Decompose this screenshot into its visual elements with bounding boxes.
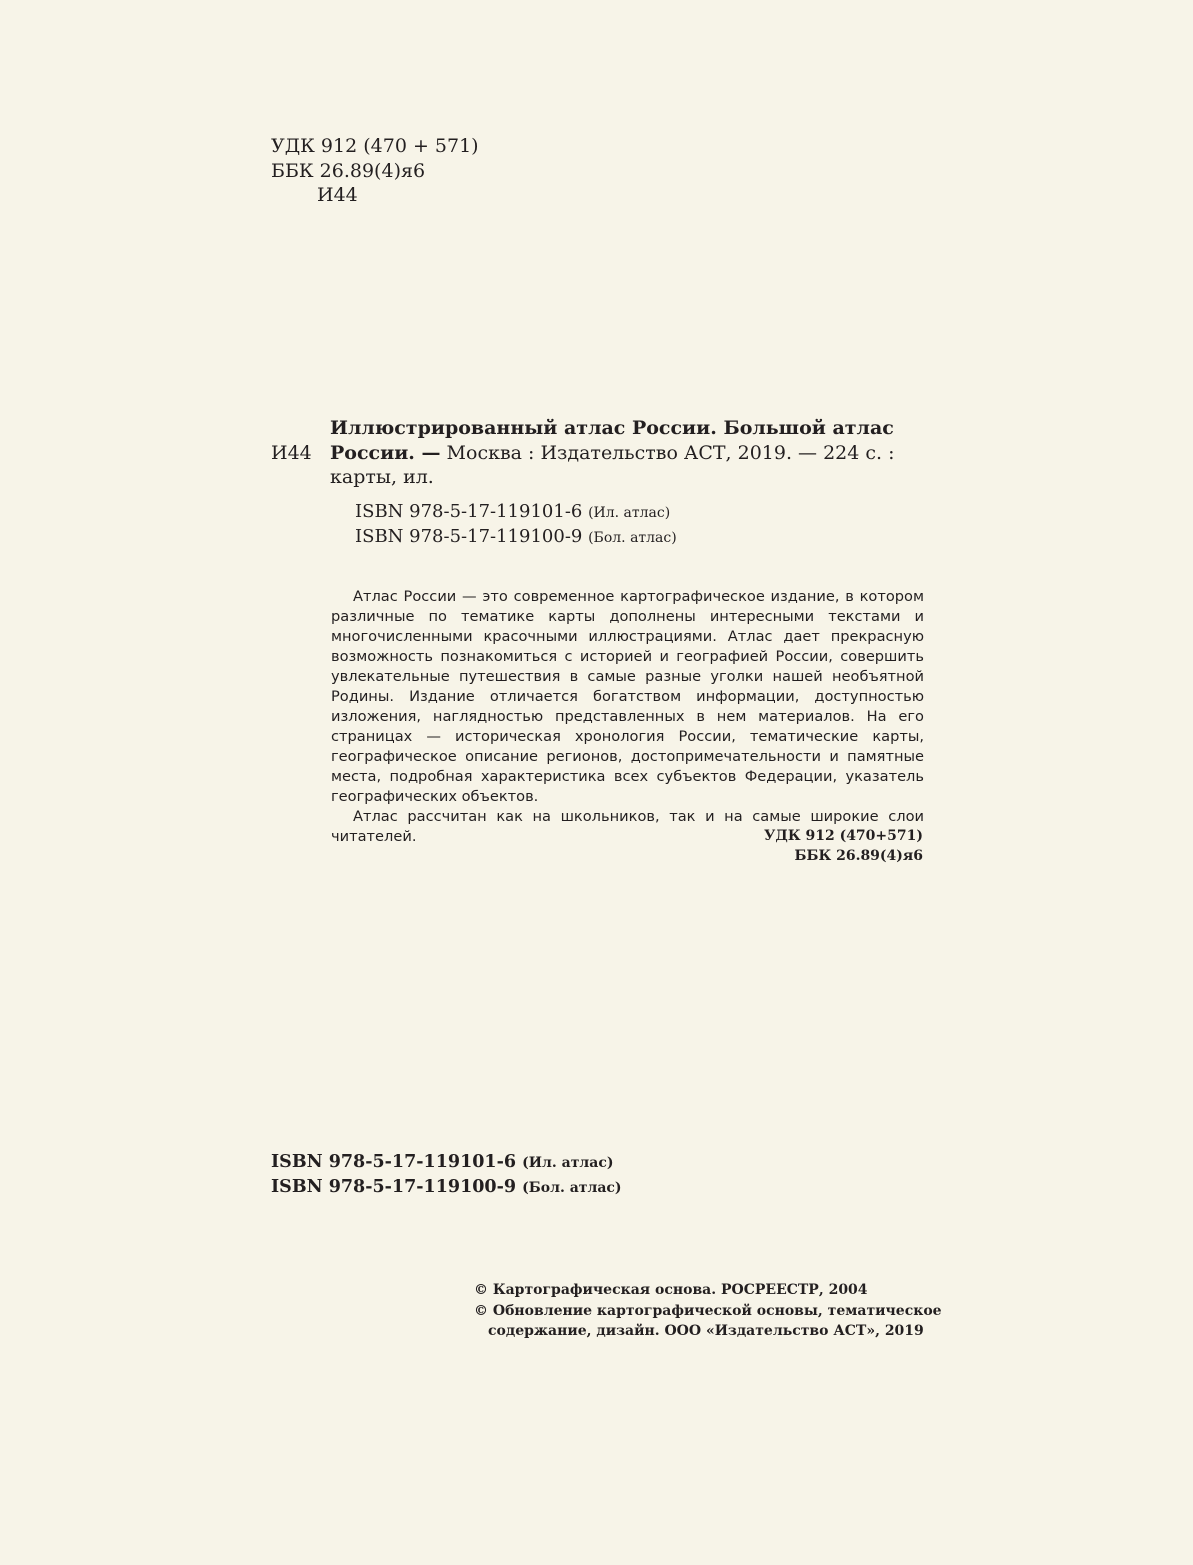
catalog-title-line2: России. — <box>330 441 441 464</box>
catalog-isbn-1: ISBN 978-5-17-119101-6 (Ил. атлас) <box>355 500 671 522</box>
catalog-author-mark: И44 <box>271 441 312 464</box>
isbn-block <box>271 1150 622 1200</box>
annotation-paragraph-2: Атлас рассчитан как на школьников, так и на самые широкие слои читателей. <box>331 808 924 845</box>
classification-right <box>764 826 923 866</box>
isbn-1: ISBN 978-5-17-119101-6 (Ил. атлас) <box>271 1152 614 1172</box>
annotation <box>331 587 924 847</box>
catalog-entry <box>271 416 931 551</box>
udk-code-right: УДК 912 (470+571) <box>764 828 923 844</box>
catalog-isbn-2: ISBN 978-5-17-119100-9 (Бол. атлас) <box>355 526 677 547</box>
bbk-code-right: ББК 26.89(4)я6 <box>794 848 923 864</box>
copyright-block <box>474 1280 942 1342</box>
author-mark: И44 <box>317 184 358 206</box>
copyright-line-3: содержание, дизайн. ООО «Издательство АСТ», 2019 <box>488 1323 924 1339</box>
classification-top <box>271 134 479 208</box>
bbk-code: ББК 26.89(4)я6 <box>271 159 426 182</box>
catalog-title-line1: Иллюстрированный атлас России. Большой атлас <box>330 417 894 439</box>
catalog-extent: карты, ил. <box>330 466 434 488</box>
copyright-line-2: © Обновление картографической основы, тематическое <box>474 1302 942 1319</box>
isbn-2: ISBN 978-5-17-119100-9 (Бол. атлас) <box>271 1177 622 1197</box>
annotation-paragraph-1: Атлас России — это современное картографическое издание, в котором различные по тематике карты дополнены интересными текстами и многочисленными красочными иллюстрациями. Атлас дает прекрасную возможность познакомиться с историей и географией России, совершить увлекательные путешествия в самые разные уголки нашей необъятной Родины. Издание отличается богатством информации, доступностью изложения, наглядностью представленных в нем материалов. На его страницах — историческая хронология России, тематические карты, географическое описание регионов, достопримечательности и памятные места, подробная характеристика всех субъектов Федерации, указатель географических объектов. <box>331 588 924 805</box>
udk-code: УДК 912 (470 + 571) <box>271 135 479 157</box>
copyright-line-1: © Картографическая основа. РОСРЕЕСТР, 2004 <box>474 1282 868 1298</box>
catalog-imprint: Москва : Издательство АСТ, 2019. — 224 с. : <box>440 441 895 464</box>
